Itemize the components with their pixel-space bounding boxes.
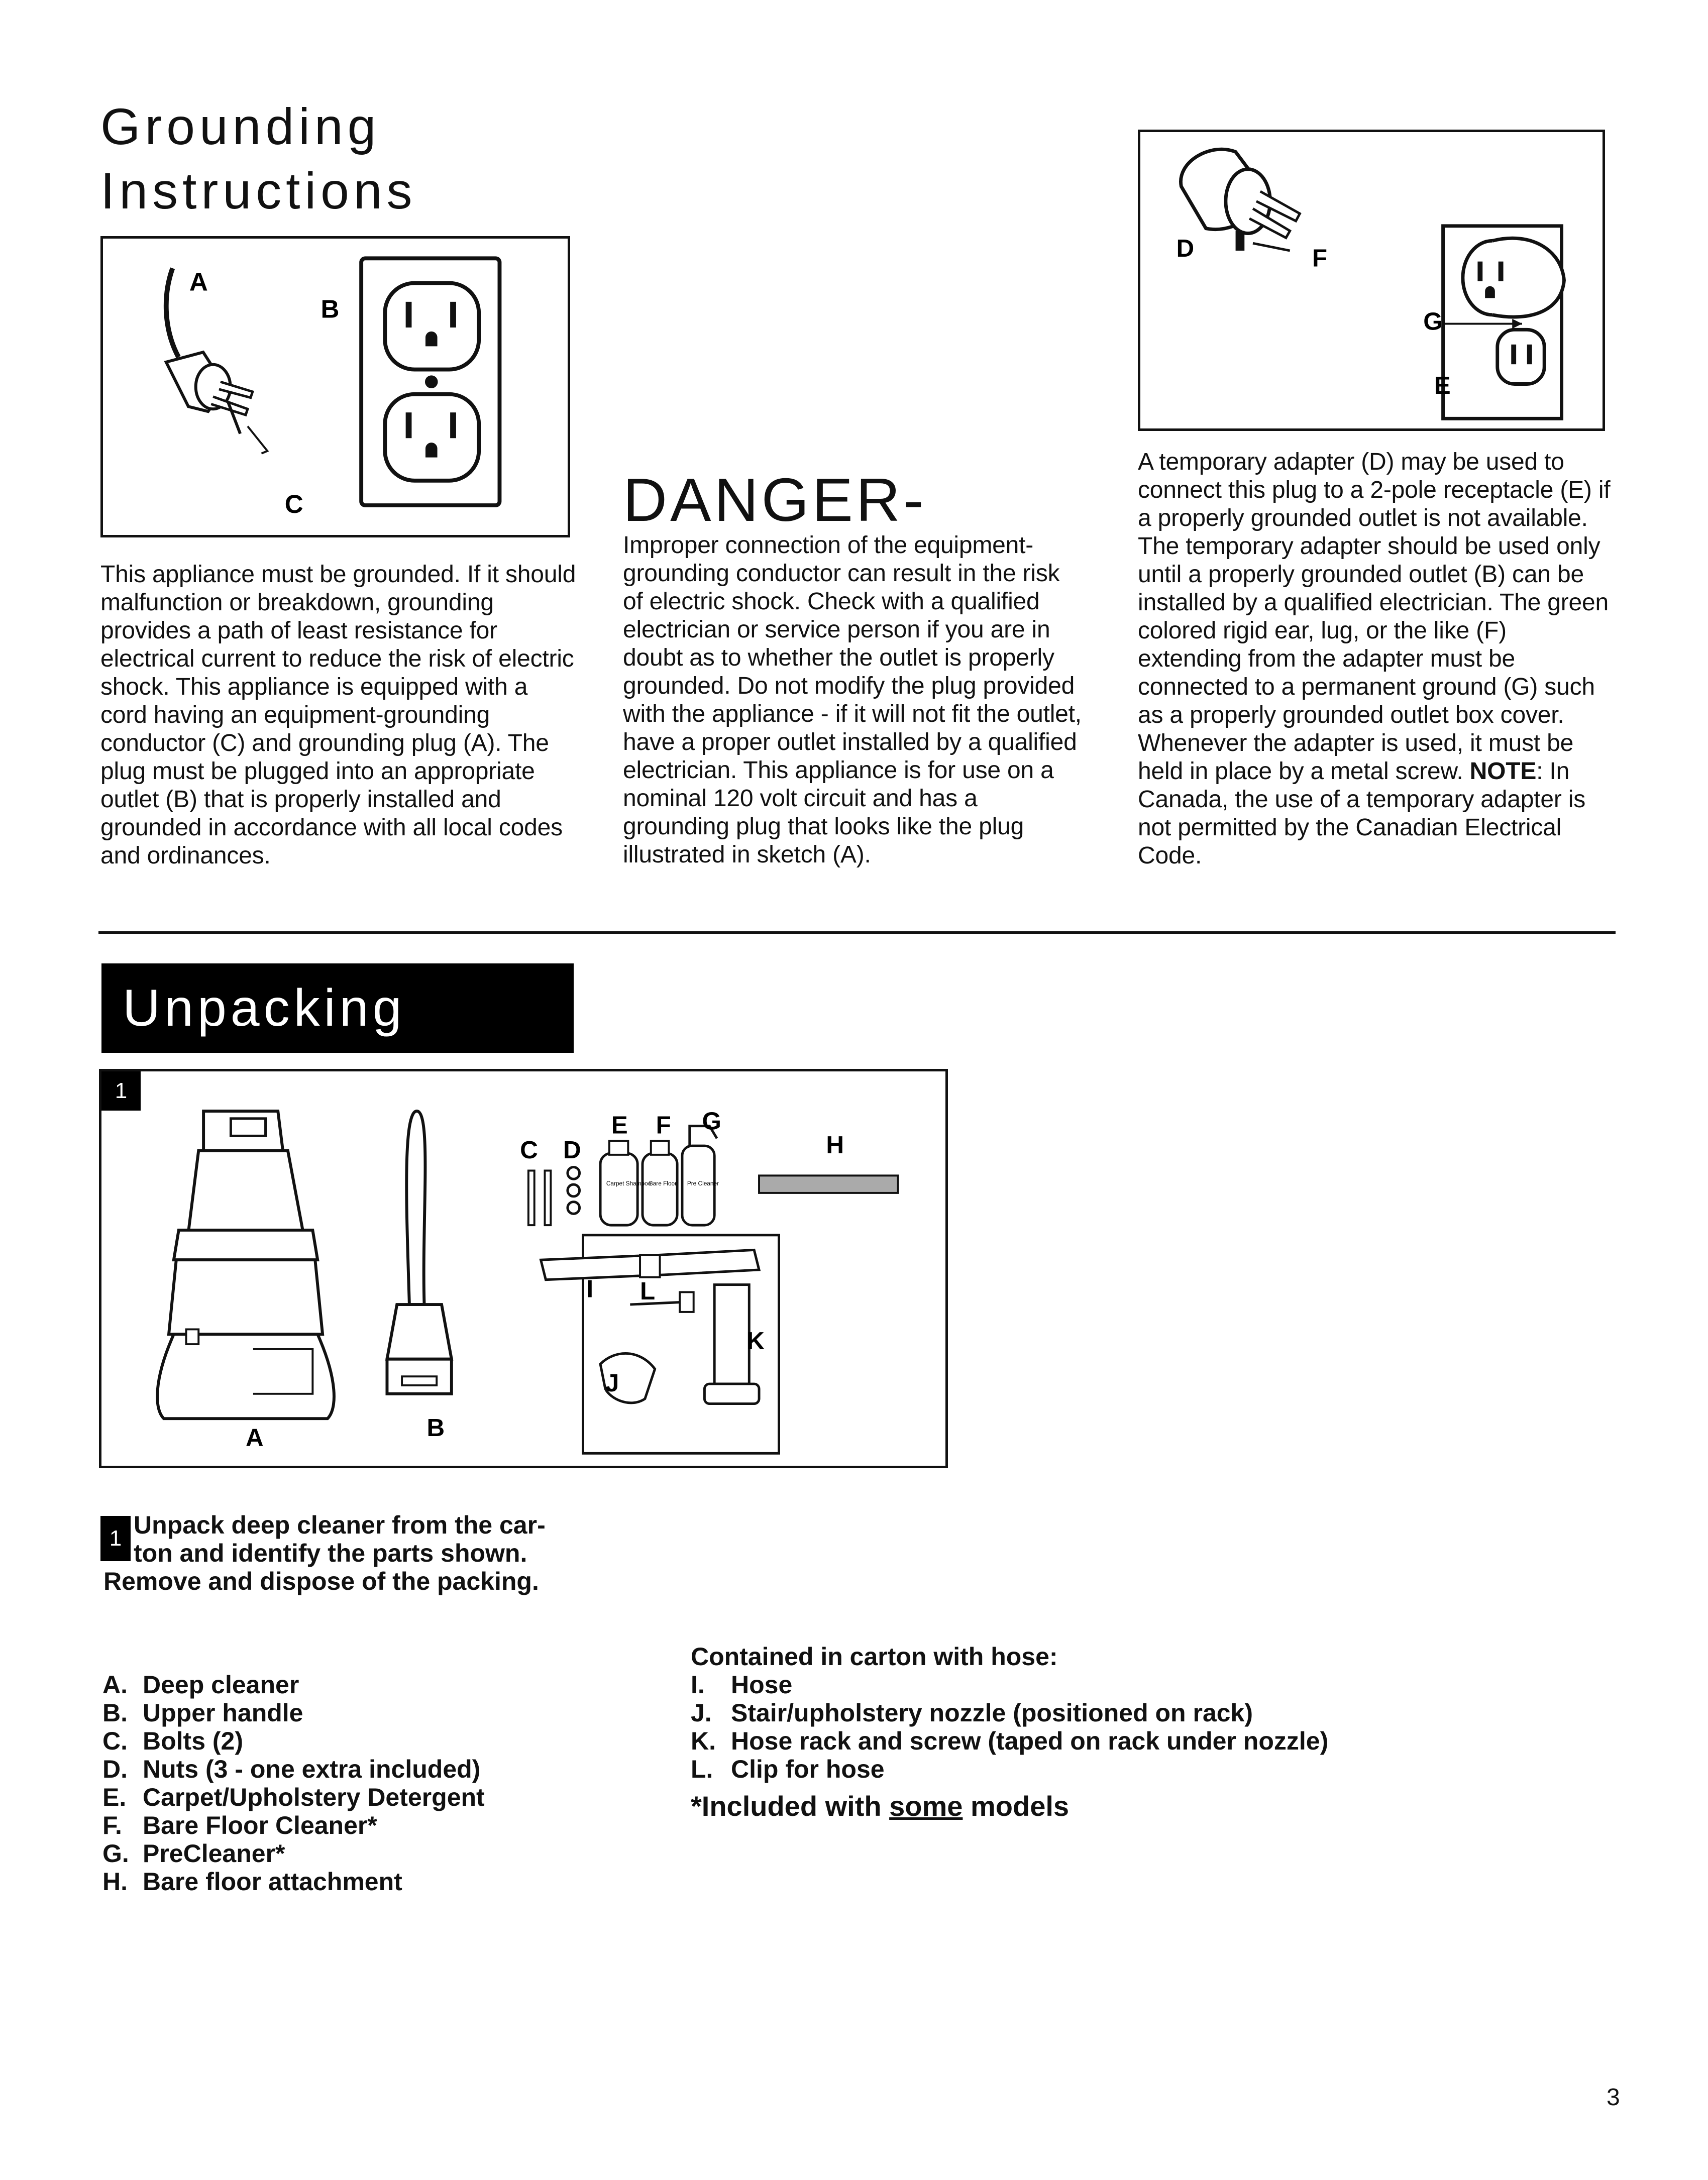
label-d: D [563,1136,581,1164]
label-f: F [1312,244,1328,272]
adapter-paragraph [1138,448,1615,870]
bottle-label-f: Bare Floor [649,1180,677,1187]
label-b: B [321,294,340,323]
label-k: K [746,1327,765,1355]
item-key: G. [102,1839,129,1868]
included-note [691,1790,1545,1822]
label-g: G [1423,307,1443,336]
bottle-label-g: Pre Cleaner [687,1180,719,1187]
label-c: C [284,489,303,518]
item-key: B. [102,1699,128,1727]
adapter-note-text: : In Canada, the use of a temporary adapter is not permitted by the Canadian Electrical Code. [1138,758,1586,869]
item-label: Upper handle [143,1699,303,1727]
label-a: A [246,1424,264,1452]
item-label: Bare floor attachment [143,1868,402,1896]
step-line-1: Unpack deep cleaner from the car- [134,1511,546,1539]
item-label: Carpet/Upholstery Detergent [143,1783,485,1811]
parts-illustration [101,1071,945,1466]
list-item [102,1699,680,1727]
list-item [102,1755,680,1783]
step-badge: 1 [100,1516,131,1561]
section-banner-unpacking: Unpacking [101,963,574,1053]
label-e: E [611,1111,628,1139]
page-number: 3 [1607,2084,1620,2111]
item-key: A. [102,1671,128,1699]
item-label: Deep cleaner [143,1671,299,1699]
adapter-illustration [1140,132,1603,428]
label-l: L [640,1277,656,1305]
item-key: H. [102,1868,128,1896]
plug-outlet-illustration [103,239,568,535]
parts-list [102,1671,680,1896]
label-i: I [586,1275,594,1303]
step-line-3: Remove and dispose of the packing. [103,1567,539,1595]
grounding-paragraph: This appliance must be grounded. If it should malfunction or breakdown, grounding provides a path of least resistance for electrical current to reduce the risk of electric shock. This appliance is equipped with a cord having an equipment-grounding conductor (C) and grounding plug (A). The plug must be plugged into an appropriate outlet (B) that is properly installed and grounded in accordance with all local codes and ordinances. [100,561,576,869]
list-item [691,1671,1545,1699]
list-item [691,1755,1545,1783]
item-key: I. [691,1671,705,1699]
label-h: H [826,1131,844,1159]
item-label: Nuts (3 - one extra included) [143,1755,481,1783]
list-item [102,1839,680,1868]
item-label: PreCleaner* [143,1839,285,1868]
label-a: A [189,267,208,296]
item-key: L. [691,1755,713,1783]
section-divider [98,931,1616,934]
item-label: Hose [731,1671,793,1699]
list-item [102,1783,680,1811]
hose-heading: Contained in carton with hose: [691,1643,1058,1671]
item-label: Stair/upholstery nozzle (positioned on rack) [731,1699,1253,1727]
list-item [102,1671,680,1699]
list-item [102,1868,680,1896]
list-item [691,1727,1545,1755]
label-e: E [1434,372,1451,400]
item-label: Bare Floor Cleaner* [143,1811,377,1839]
list-item [102,1811,680,1839]
item-key: E. [102,1783,127,1811]
note-label: NOTE [1469,758,1537,785]
item-label: Bolts (2) [143,1727,243,1755]
label-d: D [1176,234,1195,262]
label-b: B [426,1413,445,1442]
section-title-grounding: Grounding Instructions [100,98,417,220]
bottle-label-e: Carpet Shampoo [606,1180,652,1187]
step-line-2: ton and identify the parts shown. [134,1539,527,1567]
figure-step-badge: 1 [101,1071,141,1111]
figure-temporary-adapter [1138,130,1605,431]
label-j: J [605,1369,619,1397]
figure-grounded-plug-outlet [100,236,570,537]
figure-unpacking-parts [99,1069,948,1468]
item-key: K. [691,1727,716,1755]
label-c: C [520,1136,538,1164]
danger-heading: DANGER- [623,466,927,534]
label-f: F [656,1111,671,1139]
included-text: *Included with [691,1790,890,1822]
item-key: J. [691,1699,712,1727]
label-g: G [702,1107,721,1135]
danger-paragraph: Improper connection of the equipment-grounding conductor can result in the risk of electric shock. Check with a qualified electrician or service person if you are in doubt as to whether the outlet is properly grounded. Do not modify the plug provided with the appliance - if it will not fit the outlet, have a proper outlet installed by a qualified electrician. This appliance is for use on a nominal 120 volt circuit and has a grounding plug that looks like the plug illustrated in sketch (A). [623,532,1082,868]
list-item [691,1699,1545,1727]
hose-contents-list [691,1643,1545,1822]
included-emphasis: some [889,1790,963,1822]
included-text-end: models [963,1790,1070,1822]
item-label: Hose rack and screw (taped on rack under nozzle) [731,1727,1329,1755]
adapter-text: A temporary adapter (D) may be used to connect this plug to a 2-pole receptacle (E) if a properly grounded outlet is not available. The temporary adapter should be used only until a properly grounded outlet (B) can be installed by a qualified electrician. The green colored rigid ear, lug, or the like (F) extending from the adapter must be connected to a permanent ground (G) such as a properly grounded outlet box cover. Whenever the adapter is used, it must be held in place by a metal screw. [1138,449,1611,785]
item-key: C. [102,1727,128,1755]
list-item [102,1727,680,1755]
step-1-instructions [100,1511,603,1595]
item-label: Clip for hose [731,1755,885,1783]
item-key: F. [102,1811,122,1839]
item-key: D. [102,1755,128,1783]
